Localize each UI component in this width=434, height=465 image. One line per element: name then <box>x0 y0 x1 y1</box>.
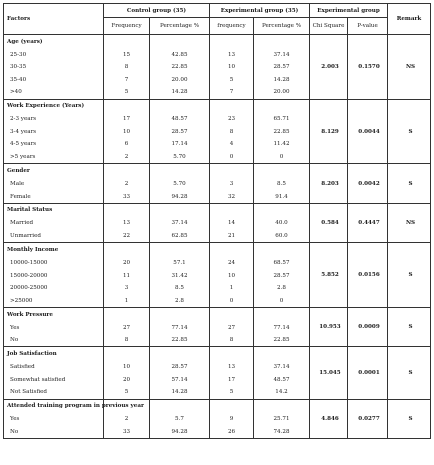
empty-cell <box>254 164 310 178</box>
control-frequency-cell: 2 <box>104 178 150 191</box>
empty-cell <box>210 35 254 49</box>
row-label: 10000-15000 <box>4 257 104 270</box>
row-label: 25-30 <box>4 48 104 61</box>
experimental-frequency-cell: 1 <box>210 282 254 295</box>
control-percentage-cell: 37.14 <box>150 217 210 230</box>
experimental-frequency-cell: 27 <box>210 321 254 334</box>
experimental-frequency-cell: 13 <box>210 361 254 374</box>
experimental-frequency-cell: 10 <box>210 269 254 282</box>
control-frequency-cell: 6 <box>104 138 150 151</box>
p-value: 0.0156 <box>348 243 388 308</box>
control-frequency-cell: 5 <box>104 386 150 399</box>
chi-square-value: 8.203 <box>310 164 348 203</box>
table-body <box>4 35 431 439</box>
control-percentage-cell: 77.14 <box>150 321 210 334</box>
control-frequency-cell: 22 <box>104 230 150 243</box>
chi-square-value: 0.584 <box>310 203 348 242</box>
remark-value: S <box>388 399 431 438</box>
control-frequency-cell: 15 <box>104 48 150 61</box>
experimental-frequency-cell: 4 <box>210 138 254 151</box>
experimental-percentage-cell: 2.8 <box>254 282 310 295</box>
experimental-frequency-cell: 3 <box>210 178 254 191</box>
row-label: Not Satisfied <box>4 386 104 399</box>
control-frequency-cell: 27 <box>104 321 150 334</box>
section-title: Gender <box>4 164 104 178</box>
experimental-percentage-cell: 20.00 <box>254 86 310 99</box>
control-percentage-cell: 57.14 <box>150 373 210 386</box>
experimental-percentage-cell: 77.14 <box>254 321 310 334</box>
row-label: Yes <box>4 321 104 334</box>
remark-value: NS <box>388 35 431 100</box>
experimental-percentage-cell: 0 <box>254 294 310 307</box>
factors-header: Factors <box>4 4 104 35</box>
empty-cell <box>150 164 210 178</box>
section-title: Work Pressure <box>4 307 104 321</box>
control-percentage-cell: 28.57 <box>150 361 210 374</box>
experimental-percentage-cell: 37.14 <box>254 48 310 61</box>
experimental-frequency-cell: 23 <box>210 113 254 126</box>
p-value: 0.1570 <box>348 35 388 100</box>
experimental-frequency-cell: 7 <box>210 86 254 99</box>
control-frequency-header: Frequency <box>104 18 150 35</box>
control-frequency-cell: 8 <box>104 61 150 74</box>
control-percentage-cell: 28.57 <box>150 126 210 139</box>
experimental-percentage-cell: 60.0 <box>254 230 310 243</box>
empty-cell <box>254 99 310 113</box>
experimental-frequency-cell: 13 <box>210 48 254 61</box>
control-group-header: Control group (35) <box>104 4 210 18</box>
section-header-row <box>4 164 431 178</box>
empty-cell <box>254 347 310 361</box>
control-percentage-cell: 5.70 <box>150 178 210 191</box>
remark-value: S <box>388 347 431 399</box>
experimental-frequency-cell: 0 <box>210 294 254 307</box>
control-frequency-cell: 2 <box>104 151 150 164</box>
control-frequency-cell: 13 <box>104 217 150 230</box>
chi-square-header: Chi Square <box>310 18 348 35</box>
experimental-frequency-cell: 9 <box>210 413 254 426</box>
chi-square-value: 4.846 <box>310 399 348 438</box>
remark-value: S <box>388 99 431 164</box>
empty-cell <box>150 347 210 361</box>
section-title: Attended training program in previous year <box>4 399 104 413</box>
empty-cell <box>254 203 310 217</box>
empty-cell <box>254 307 310 321</box>
experimental-percentage-cell: 8.5 <box>254 178 310 191</box>
experimental-percentage-cell: 11.42 <box>254 138 310 151</box>
empty-cell <box>104 347 150 361</box>
control-frequency-cell: 20 <box>104 257 150 270</box>
row-label: Female <box>4 190 104 203</box>
row-label: Yes <box>4 413 104 426</box>
section-header-row <box>4 307 431 321</box>
section-title: Age (years) <box>4 35 104 49</box>
row-label: Married <box>4 217 104 230</box>
control-percentage-cell: 14.28 <box>150 86 210 99</box>
experimental-percentage-cell: 25.71 <box>254 413 310 426</box>
control-percentage-cell: 22.85 <box>150 334 210 347</box>
p-value: 0.0042 <box>348 164 388 203</box>
experimental-frequency-cell: 32 <box>210 190 254 203</box>
row-label: 35-40 <box>4 73 104 86</box>
section-header-row <box>4 399 431 413</box>
control-percentage-cell: 62.85 <box>150 230 210 243</box>
experimental-group-test-header: Experimental group <box>310 4 388 18</box>
empty-cell <box>104 164 150 178</box>
row-label: Male <box>4 178 104 191</box>
experimental-percentage-cell: 65.71 <box>254 113 310 126</box>
control-frequency-cell: 17 <box>104 113 150 126</box>
empty-cell <box>150 307 210 321</box>
row-label: 20000-25000 <box>4 282 104 295</box>
chi-square-value: 10.953 <box>310 307 348 346</box>
experimental-frequency-header: frequency <box>210 18 254 35</box>
empty-cell <box>210 203 254 217</box>
empty-cell <box>210 243 254 257</box>
control-frequency-cell: 33 <box>104 190 150 203</box>
control-percentage-cell: 8.5 <box>150 282 210 295</box>
empty-cell <box>210 347 254 361</box>
chi-square-value: 5.852 <box>310 243 348 308</box>
experimental-percentage-cell: 68.57 <box>254 257 310 270</box>
remark-value: S <box>388 164 431 203</box>
p-value: 0.4447 <box>348 203 388 242</box>
remark-value: NS <box>388 203 431 242</box>
empty-cell <box>210 99 254 113</box>
section-header-row <box>4 35 431 49</box>
experimental-percentage-cell: 28.57 <box>254 269 310 282</box>
empty-cell <box>104 99 150 113</box>
demographics-table <box>3 3 431 439</box>
experimental-percentage-cell: 22.85 <box>254 334 310 347</box>
row-label: >5 years <box>4 151 104 164</box>
empty-cell <box>104 35 150 49</box>
p-value: 0.0001 <box>348 347 388 399</box>
row-label: 2-3 years <box>4 113 104 126</box>
section-header-row <box>4 243 431 257</box>
remark-value: S <box>388 307 431 346</box>
control-frequency-cell: 7 <box>104 73 150 86</box>
control-percentage-cell: 31.42 <box>150 269 210 282</box>
section-title: Monthly Income <box>4 243 104 257</box>
row-label: 15000-20000 <box>4 269 104 282</box>
chi-square-value: 15.045 <box>310 347 348 399</box>
experimental-frequency-cell: 26 <box>210 425 254 438</box>
control-percentage-cell: 5.70 <box>150 151 210 164</box>
row-label: >25000 <box>4 294 104 307</box>
row-label: Somewhat satisfied <box>4 373 104 386</box>
empty-cell <box>254 399 310 413</box>
empty-cell <box>104 203 150 217</box>
control-percentage-cell: 94.28 <box>150 425 210 438</box>
empty-cell <box>210 307 254 321</box>
experimental-percentage-cell: 74.28 <box>254 425 310 438</box>
control-frequency-cell: 8 <box>104 334 150 347</box>
control-frequency-cell: 20 <box>104 373 150 386</box>
experimental-frequency-cell: 8 <box>210 126 254 139</box>
experimental-frequency-cell: 17 <box>210 373 254 386</box>
control-percentage-cell: 14.28 <box>150 386 210 399</box>
experimental-frequency-cell: 24 <box>210 257 254 270</box>
experimental-percentage-cell: 40.0 <box>254 217 310 230</box>
section-header-row <box>4 203 431 217</box>
control-percentage-cell: 5.7 <box>150 413 210 426</box>
row-label: No <box>4 425 104 438</box>
control-percentage-cell: 20.00 <box>150 73 210 86</box>
experimental-frequency-cell: 8 <box>210 334 254 347</box>
empty-cell <box>210 399 254 413</box>
control-percentage-cell: 2.8 <box>150 294 210 307</box>
remark-value: S <box>388 243 431 308</box>
experimental-percentage-header: Percentage % <box>254 18 310 35</box>
row-label: Satisfied <box>4 361 104 374</box>
data-table-container <box>3 3 430 439</box>
control-frequency-cell: 11 <box>104 269 150 282</box>
row-label: >40 <box>4 86 104 99</box>
control-percentage-cell: 22.85 <box>150 61 210 74</box>
experimental-frequency-cell: 5 <box>210 386 254 399</box>
empty-cell <box>104 307 150 321</box>
experimental-frequency-cell: 5 <box>210 73 254 86</box>
control-percentage-cell: 17.14 <box>150 138 210 151</box>
experimental-percentage-cell: 22.85 <box>254 126 310 139</box>
control-percentage-header: Percentage % <box>150 18 210 35</box>
control-percentage-cell: 57.1 <box>150 257 210 270</box>
chi-square-value: 8.129 <box>310 99 348 164</box>
control-frequency-cell: 33 <box>104 425 150 438</box>
empty-cell <box>210 164 254 178</box>
experimental-percentage-cell: 91.4 <box>254 190 310 203</box>
control-frequency-cell: 3 <box>104 282 150 295</box>
control-frequency-cell: 2 <box>104 413 150 426</box>
control-frequency-cell: 5 <box>104 86 150 99</box>
empty-cell <box>150 203 210 217</box>
empty-cell <box>104 243 150 257</box>
control-percentage-cell: 42.85 <box>150 48 210 61</box>
experimental-percentage-cell: 14.28 <box>254 73 310 86</box>
empty-cell <box>150 399 210 413</box>
row-label: Unmarried <box>4 230 104 243</box>
experimental-percentage-cell: 37.14 <box>254 361 310 374</box>
chi-square-value: 2.003 <box>310 35 348 100</box>
row-label: 4-5 years <box>4 138 104 151</box>
empty-cell <box>150 35 210 49</box>
p-value: 0.0009 <box>348 307 388 346</box>
row-label: 3-4 years <box>4 126 104 139</box>
section-title: Job Satisfaction <box>4 347 104 361</box>
experimental-percentage-cell: 28.57 <box>254 61 310 74</box>
experimental-frequency-cell: 21 <box>210 230 254 243</box>
row-label: No <box>4 334 104 347</box>
section-header-row <box>4 99 431 113</box>
row-label: 30-35 <box>4 61 104 74</box>
empty-cell <box>254 243 310 257</box>
experimental-frequency-cell: 0 <box>210 151 254 164</box>
control-frequency-cell: 1 <box>104 294 150 307</box>
empty-cell <box>254 35 310 49</box>
p-value: 0.0044 <box>348 99 388 164</box>
experimental-percentage-cell: 14.2 <box>254 386 310 399</box>
section-title: Marital Status <box>4 203 104 217</box>
p-value-header: P-value <box>348 18 388 35</box>
section-header-row <box>4 347 431 361</box>
control-frequency-cell: 10 <box>104 361 150 374</box>
experimental-frequency-cell: 10 <box>210 61 254 74</box>
experimental-frequency-cell: 14 <box>210 217 254 230</box>
experimental-percentage-cell: 0 <box>254 151 310 164</box>
experimental-group-header: Experimental group (35) <box>210 4 310 18</box>
control-frequency-cell: 10 <box>104 126 150 139</box>
p-value: 0.0277 <box>348 399 388 438</box>
control-percentage-cell: 94.28 <box>150 190 210 203</box>
empty-cell <box>150 99 210 113</box>
control-percentage-cell: 48.57 <box>150 113 210 126</box>
remark-header: Remark <box>388 4 431 35</box>
empty-cell <box>150 243 210 257</box>
experimental-percentage-cell: 48.57 <box>254 373 310 386</box>
section-title: Work Experience (Years) <box>4 99 104 113</box>
